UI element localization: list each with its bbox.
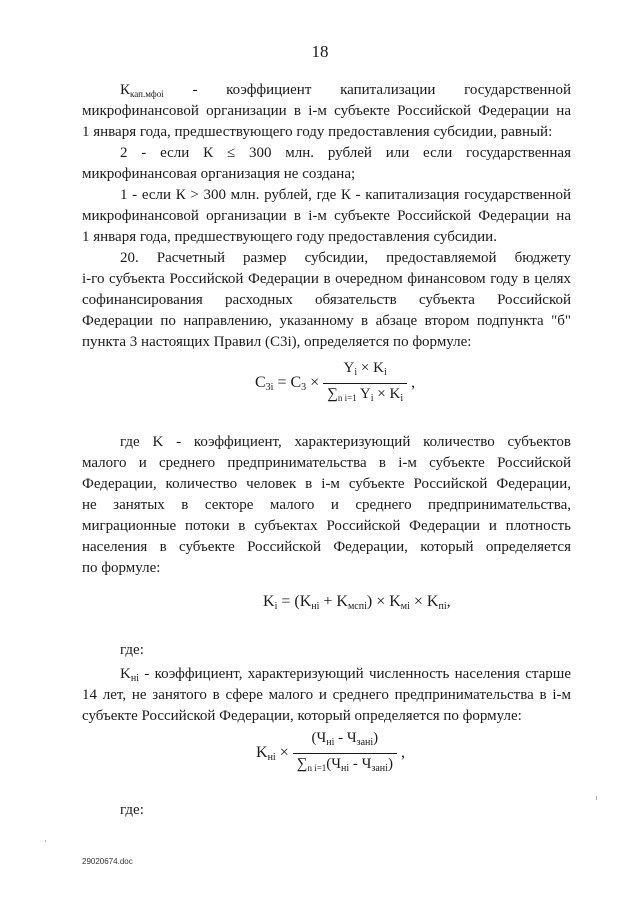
coef-ki-line-7: по формуле: <box>82 560 161 576</box>
coef-ki-line-6: населения в субъекте Российской Федерации, который определяется <box>82 539 571 555</box>
page-number: 18 <box>311 42 329 61</box>
scan-speck <box>596 796 597 800</box>
document-filename: 29020674.doc <box>82 857 133 866</box>
coef-ki-line-3: Федерации, количество человек в i-м субъекте Российской Федерации, <box>82 476 571 492</box>
formula-c3i-numerator: $Y_i \times K_i$ <box>323 358 407 384</box>
coef-kap-line-1: $К_{кап.мфоi}$ - коэффициент капитализации государственной <box>120 82 571 99</box>
formula-c3i: $С_{3i} = С_3$ × $\frac{Y_i \times K_i}{\sum_{n i=1} Y_i \times K_i}$ , <box>255 358 415 409</box>
clause-20-line-4: Федерации по направлению, указанному в абзаце втором подпункта "б" <box>82 313 571 329</box>
formula-c3i-denominator: $\sum_{n i=1}$ $Y_i \times K_i$ <box>327 386 404 404</box>
formula-kni: $K_{нi}$ × $\frac{(Ч_{нi} - Ч_{занi})}{\sum_{n i=1}(Ч_{нi} - Ч_{занi})}$ , <box>256 728 405 779</box>
coef-kni-line-2: 14 лет, не занятого в сфере малого и среднего предпринимательства в i-м <box>82 687 571 703</box>
clause-20-line-1: 20. Расчетный размер субсидии, предоставляемой бюджету <box>120 250 571 266</box>
coef-ki-line-1: где K - коэффициент, характеризующий количество субъектов <box>120 434 571 450</box>
where-label-1: где: <box>120 642 144 658</box>
condition-2-line-2: микрофинансовая организация не создана; <box>82 166 356 182</box>
condition-1-line-3: 1 января года, предшествующего году предоставления субсидии. <box>82 229 497 245</box>
clause-20-line-3: софинансирования расходных обязательств субъекта Российской <box>82 292 571 308</box>
coef-kap-line-3: 1 января года, предшествующего году предоставления субсидии, равный: <box>82 124 553 140</box>
formula-c3i-fraction <box>323 358 407 409</box>
scan-speck <box>45 840 46 842</box>
formula-kni-fraction <box>293 728 397 779</box>
formula-kni-denominator: $\sum_{n i=1}(Ч_{нi} - Ч_{занi})$ <box>296 756 393 774</box>
clause-20-line-5: пункта 3 настоящих Правил (С3i), определяется по формуле: <box>82 334 472 350</box>
condition-1-line-1: 1 - если К > 300 млн. рублей, где К - капитализация государственной <box>120 187 571 203</box>
formula-kni-numerator: $(Ч_{нi} - Ч_{занi})$ <box>293 728 397 754</box>
coef-kni-line-1: $K_{нi}$ - коэффициент, характеризующий численность населения старше <box>120 666 571 684</box>
coef-ki-line-2: малого и среднего предпринимательства в i-м субъекте Российской <box>82 455 571 471</box>
formula-ki: $K_i = (K_{нi} + K_{мспi}) \times K_{мi} \times K_{пi}$, <box>263 593 451 612</box>
coef-ki-line-4: не занятых в секторе малого и среднего предпринимательства, <box>82 497 571 513</box>
coef-kni-line-3: субъекте Российской Федерации, который определяется по формуле: <box>82 708 522 724</box>
condition-1-line-2: микрофинансовой организации в i-м субъекте Российской Федерации на <box>82 208 571 224</box>
clause-20-line-2: i-го субъекта Российской Федерации в очередном финансовом году в целях <box>82 271 571 287</box>
where-label-2: где: <box>120 802 144 818</box>
coef-kap-line-2: микрофинансовой организации в i-м субъекте Российской Федерации на <box>82 103 571 119</box>
coef-kni-symbol: $K_{нi}$ <box>120 666 139 684</box>
condition-2-line-1: 2 - если К ≤ 300 млн. рублей или если государственная <box>120 145 571 161</box>
coef-kap-symbol: $К_{кап.мфоi}$ <box>120 82 164 99</box>
coef-ki-line-5: миграционные потоки в субъектах Российской Федерации и плотность <box>82 518 571 534</box>
